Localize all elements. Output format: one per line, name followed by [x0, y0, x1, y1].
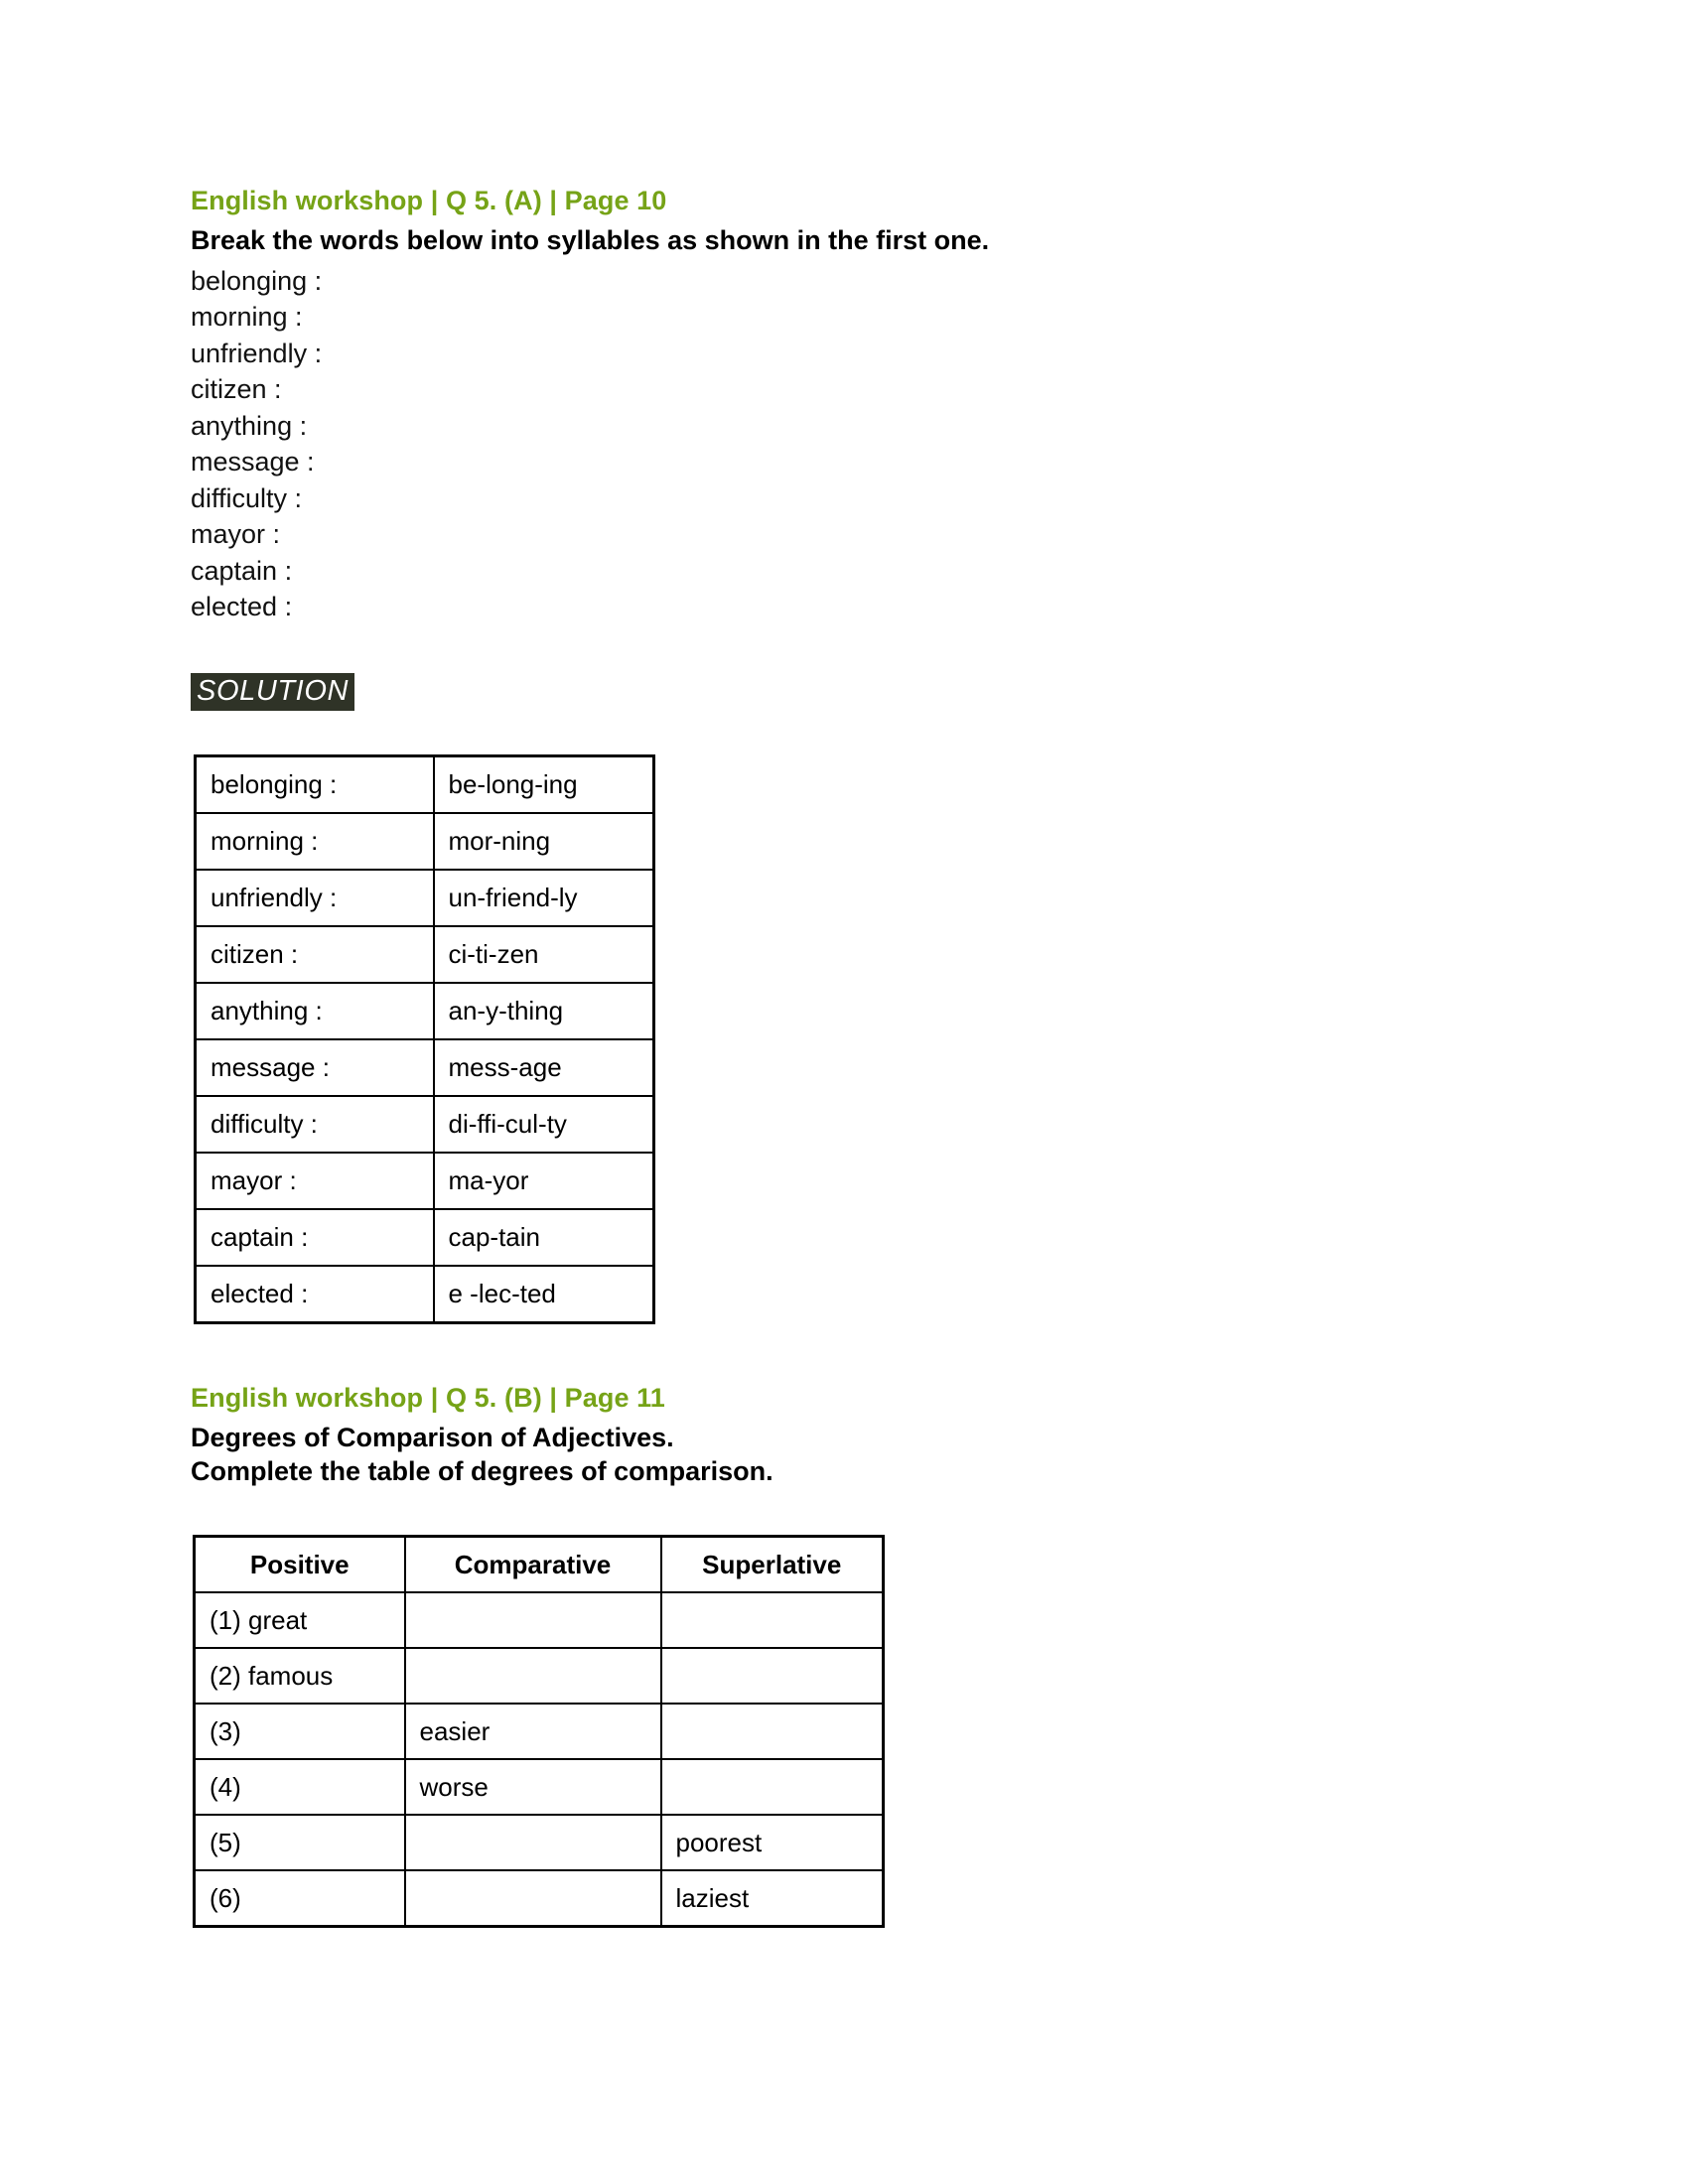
positive-cell: (5): [195, 1815, 405, 1870]
table-row: [195, 1870, 884, 1927]
column-header-comparative: Comparative: [405, 1537, 661, 1593]
table-row: [195, 1704, 884, 1759]
section-b: [191, 1382, 1481, 1928]
syllable-split-cell: an-y-thing: [434, 983, 654, 1039]
syllable-split-cell: di-ffi-cul-ty: [434, 1096, 654, 1153]
table-row: [196, 870, 654, 926]
table-row: [196, 1266, 654, 1323]
table-row: [195, 1815, 884, 1870]
section-divider-space: [191, 1324, 1481, 1382]
word-list-item: elected :: [191, 592, 293, 622]
degrees-of-comparison-table: [193, 1535, 885, 1928]
positive-cell: (1) great: [195, 1592, 405, 1648]
syllable-word-cell: mayor :: [196, 1153, 434, 1209]
table-header-row: [195, 1537, 884, 1593]
section-a-heading: English workshop | Q 5. (A) | Page 10: [191, 186, 667, 215]
syllable-word-cell: unfriendly :: [196, 870, 434, 926]
table-row: [196, 1039, 654, 1096]
syllable-split-cell: cap-tain: [434, 1209, 654, 1266]
positive-cell: (6): [195, 1870, 405, 1927]
word-list-item: difficulty :: [191, 482, 303, 513]
table-row: [196, 983, 654, 1039]
word-list-item: belonging :: [191, 265, 323, 296]
superlative-cell: [661, 1592, 884, 1648]
comparative-cell: [405, 1592, 661, 1648]
superlative-cell: laziest: [661, 1870, 884, 1927]
positive-cell: (4): [195, 1759, 405, 1815]
document-content: [191, 185, 1481, 1928]
comparative-cell: [405, 1648, 661, 1704]
table-row: [196, 1096, 654, 1153]
table-row: [196, 1209, 654, 1266]
table-row: [196, 756, 654, 814]
section-a-prompt: Break the words below into syllables as shown in the first one.: [191, 224, 990, 255]
word-list-item: morning :: [191, 302, 303, 333]
syllable-split-cell: e -lec-ted: [434, 1266, 654, 1323]
superlative-cell: [661, 1759, 884, 1815]
word-list-item: citizen :: [191, 374, 282, 405]
superlative-cell: [661, 1648, 884, 1704]
section-b-prompt-line-2: Complete the table of degrees of comparison.: [191, 1456, 774, 1487]
comparative-cell: [405, 1870, 661, 1927]
column-header-superlative: Superlative: [661, 1537, 884, 1593]
table-row: [195, 1759, 884, 1815]
word-list-item: message :: [191, 447, 315, 478]
syllable-split-cell: ma-yor: [434, 1153, 654, 1209]
syllable-split-cell: mess-age: [434, 1039, 654, 1096]
syllable-word-cell: captain :: [196, 1209, 434, 1266]
syllable-word-cell: anything :: [196, 983, 434, 1039]
word-list-item: unfriendly :: [191, 338, 323, 368]
section-a: [191, 185, 1481, 1324]
solution-badge: SOLUTION: [191, 673, 354, 711]
syllable-word-cell: elected :: [196, 1266, 434, 1323]
section-b-prompt-line-1: Degrees of Comparison of Adjectives.: [191, 1423, 674, 1453]
superlative-cell: [661, 1704, 884, 1759]
word-list-item: captain :: [191, 555, 293, 586]
syllable-word-cell: difficulty :: [196, 1096, 434, 1153]
table-row: [195, 1648, 884, 1704]
positive-cell: (3): [195, 1704, 405, 1759]
syllable-word-cell: belonging :: [196, 756, 434, 814]
table-row: [196, 926, 654, 983]
comparative-cell: worse: [405, 1759, 661, 1815]
syllable-split-cell: mor-ning: [434, 813, 654, 870]
section-b-heading: English workshop | Q 5. (B) | Page 11: [191, 1383, 665, 1414]
column-header-positive: Positive: [195, 1537, 405, 1593]
comparative-cell: easier: [405, 1704, 661, 1759]
positive-cell: (2) famous: [195, 1648, 405, 1704]
syllable-word-cell: message :: [196, 1039, 434, 1096]
syllable-split-cell: un-friend-ly: [434, 870, 654, 926]
solution-label-wrap: [191, 673, 1481, 711]
syllable-solution-table: [194, 754, 655, 1324]
syllable-split-cell: ci-ti-zen: [434, 926, 654, 983]
section-a-word-list: [191, 263, 1481, 625]
table-row: [195, 1592, 884, 1648]
superlative-cell: poorest: [661, 1815, 884, 1870]
syllable-split-cell: be-long-ing: [434, 756, 654, 814]
syllable-word-cell: morning :: [196, 813, 434, 870]
comparative-cell: [405, 1815, 661, 1870]
table-row: [196, 1153, 654, 1209]
table-row: [196, 813, 654, 870]
word-list-item: anything :: [191, 410, 308, 441]
word-list-item: mayor :: [191, 519, 281, 550]
syllable-word-cell: citizen :: [196, 926, 434, 983]
